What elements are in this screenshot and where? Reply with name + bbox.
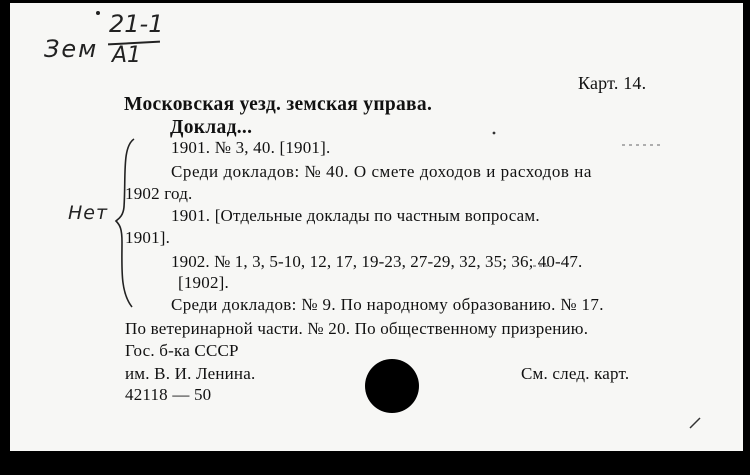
card-number: Карт. 14. [578, 73, 647, 93]
institution-heading: Московская уезд. земская управа. [124, 94, 433, 115]
shelfmark-numerator: 21-1 [109, 10, 164, 38]
library-name-line2: им. В. И. Ленина. [125, 364, 256, 383]
handwritten-absent-note: Нет [68, 202, 109, 224]
document-title: Доклад... [170, 117, 253, 138]
entry-1901-note: Среди докладов: № 40. О смете доходов и расходов на [171, 162, 593, 181]
entry-1901-separate: 1901. [Отдельные доклады по частным вопросам. [171, 206, 540, 225]
entry-1902-close: [1902]. [178, 273, 229, 292]
entry-1902-numbers: 1902. № 1, 3, 5-10, 12, 17, 19-23, 27-29, 32, 35; 36; 40-47. [171, 252, 583, 271]
scan-speckles [10, 3, 746, 451]
entry-1902-year: 1902 год. [125, 184, 193, 203]
entry-1901-close: 1901]. [125, 228, 171, 247]
catalog-card [10, 3, 746, 451]
see-next-card: См. след. карт. [521, 364, 630, 383]
print-code: 42118 — 50 [125, 385, 212, 404]
library-name: Гос. б-ка СССР [125, 341, 239, 360]
entry-reports-education: Среди докладов: № 9. По народному образованию. № 17. [171, 295, 604, 314]
entry-reports-welfare: По ветеринарной части. № 20. По общественному призрению. [125, 319, 589, 338]
handwritten-prefix: Зем [44, 35, 99, 63]
entry-1901-numbers: 1901. № 3, 40. [1901]. [171, 138, 331, 157]
shelfmark-denominator: А1 [112, 43, 142, 68]
